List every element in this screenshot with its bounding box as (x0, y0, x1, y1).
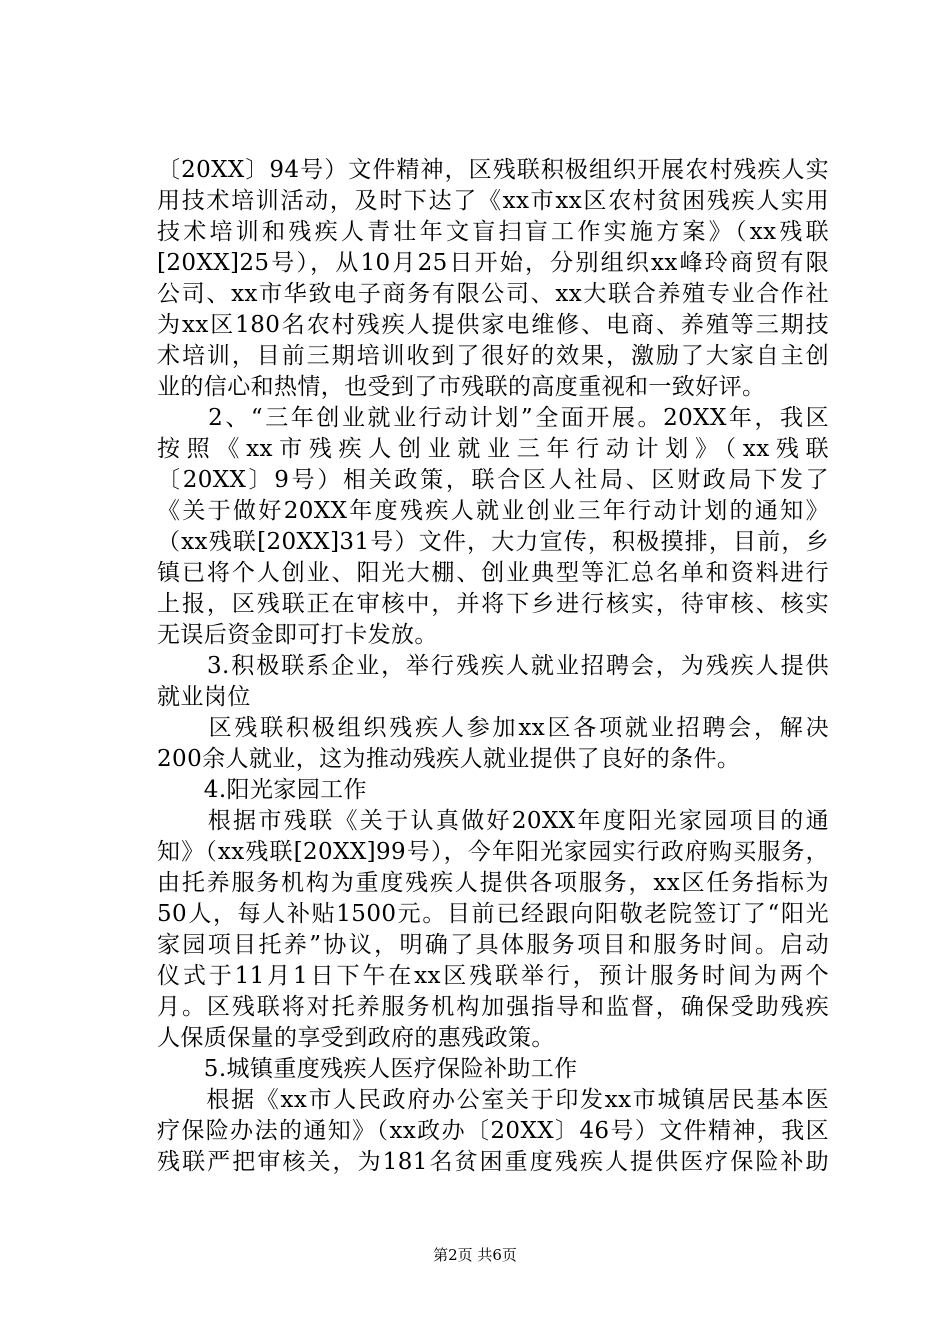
text-line: 公司、xx市华致电子商务有限公司、xx大联合养殖专业合作社 (157, 281, 829, 307)
text-line: 仪式于11月1日下午在xx区残联举行，预计服务时间为两个 (157, 963, 829, 989)
page-number-footer: 第2页 共6页 (433, 1246, 517, 1264)
text-line: 月。区残联将对托养服务机构加强指导和监督，确保受助残疾 (157, 994, 829, 1020)
text-line: 残联严把审核关，为181名贫困重度残疾人提供医疗保险补助 (157, 1149, 829, 1175)
text-line: 用技术培训活动，及时下达了《xx市xx区农村贫困残疾人实用 (157, 188, 829, 214)
text-line: 3.积极联系企业，举行残疾人就业招聘会，为残疾人提供 (157, 653, 829, 679)
text-line: 人保质保量的享受到政府的惠残政策。 (157, 1025, 555, 1051)
text-line: 就业岗位 (157, 684, 251, 710)
section-heading: 5.城镇重度残疾人医疗保险补助工作 (157, 1056, 578, 1082)
text-line: 术培训，目前三期培训收到了很好的效果，激励了大家自主创 (157, 343, 829, 369)
text-line: 〔20XX〕9号）相关政策，联合区人社局、区财政局下发了 (157, 467, 829, 493)
section-heading: 4.阳光家园工作 (157, 777, 367, 803)
text-line: （xx残联[20XX]31号）文件，大力宣传，积极摸排，目前，乡 (157, 529, 829, 555)
text-line: 由托养服务机构为重度残疾人提供各项服务，xx区任务指标为 (157, 870, 829, 896)
text-line: 〔20XX〕94号）文件精神，区残联积极组织开展农村残疾人实 (157, 157, 829, 183)
text-line: 根据市残联《关于认真做好20XX年度阳光家园项目的通 (157, 808, 829, 834)
text-line: 区残联积极组织残疾人参加xx区各项就业招聘会，解决 (157, 715, 829, 741)
text-line: 《关于做好20XX年度残疾人就业创业三年行动计划的通知》 (157, 498, 829, 524)
text-line: 50人，每人补贴1500元。目前已经跟向阳敬老院签订了“阳光 (157, 901, 829, 927)
text-line: 按照《xx市残疾人创业就业三年行动计划》（xx残联 (157, 436, 829, 462)
text-line: 技术培训和残疾人青壮年文盲扫盲工作实施方案》（xx残联 (157, 219, 829, 245)
text-line: 镇已将个人创业、阳光大棚、创业典型等汇总名单和资料进行 (157, 560, 829, 586)
text-line: 疗保险办法的通知》（xx政办〔20XX〕46号）文件精神，我区 (157, 1118, 829, 1144)
text-line: [20XX]25号），从10月25日开始，分别组织xx峰玲商贸有限 (157, 250, 829, 276)
text-line: 为xx区180名农村残疾人提供家电维修、电商、养殖等三期技 (157, 312, 829, 338)
text-line: 根据《xx市人民政府办公室关于印发xx市城镇居民基本医 (157, 1087, 829, 1113)
text-line: 无误后资金即可打卡发放。 (157, 622, 438, 648)
text-line: 家园项目托养”协议，明确了具体服务项目和服务时间。启动 (157, 932, 829, 958)
text-line: 200余人就业，这为推动残疾人就业提供了良好的条件。 (157, 746, 741, 772)
text-line: 知》（xx残联[20XX]99号），今年阳光家园实行政府购买服务， (157, 839, 829, 865)
text-line: 业的信心和热情，也受到了市残联的高度重视和一致好评。 (157, 374, 766, 400)
text-line: 上报，区残联正在审核中，并将下乡进行核实，待审核、核实 (157, 591, 829, 617)
text-line: 2、“三年创业就业行动计划”全面开展。20XX年，我区 (157, 405, 829, 431)
